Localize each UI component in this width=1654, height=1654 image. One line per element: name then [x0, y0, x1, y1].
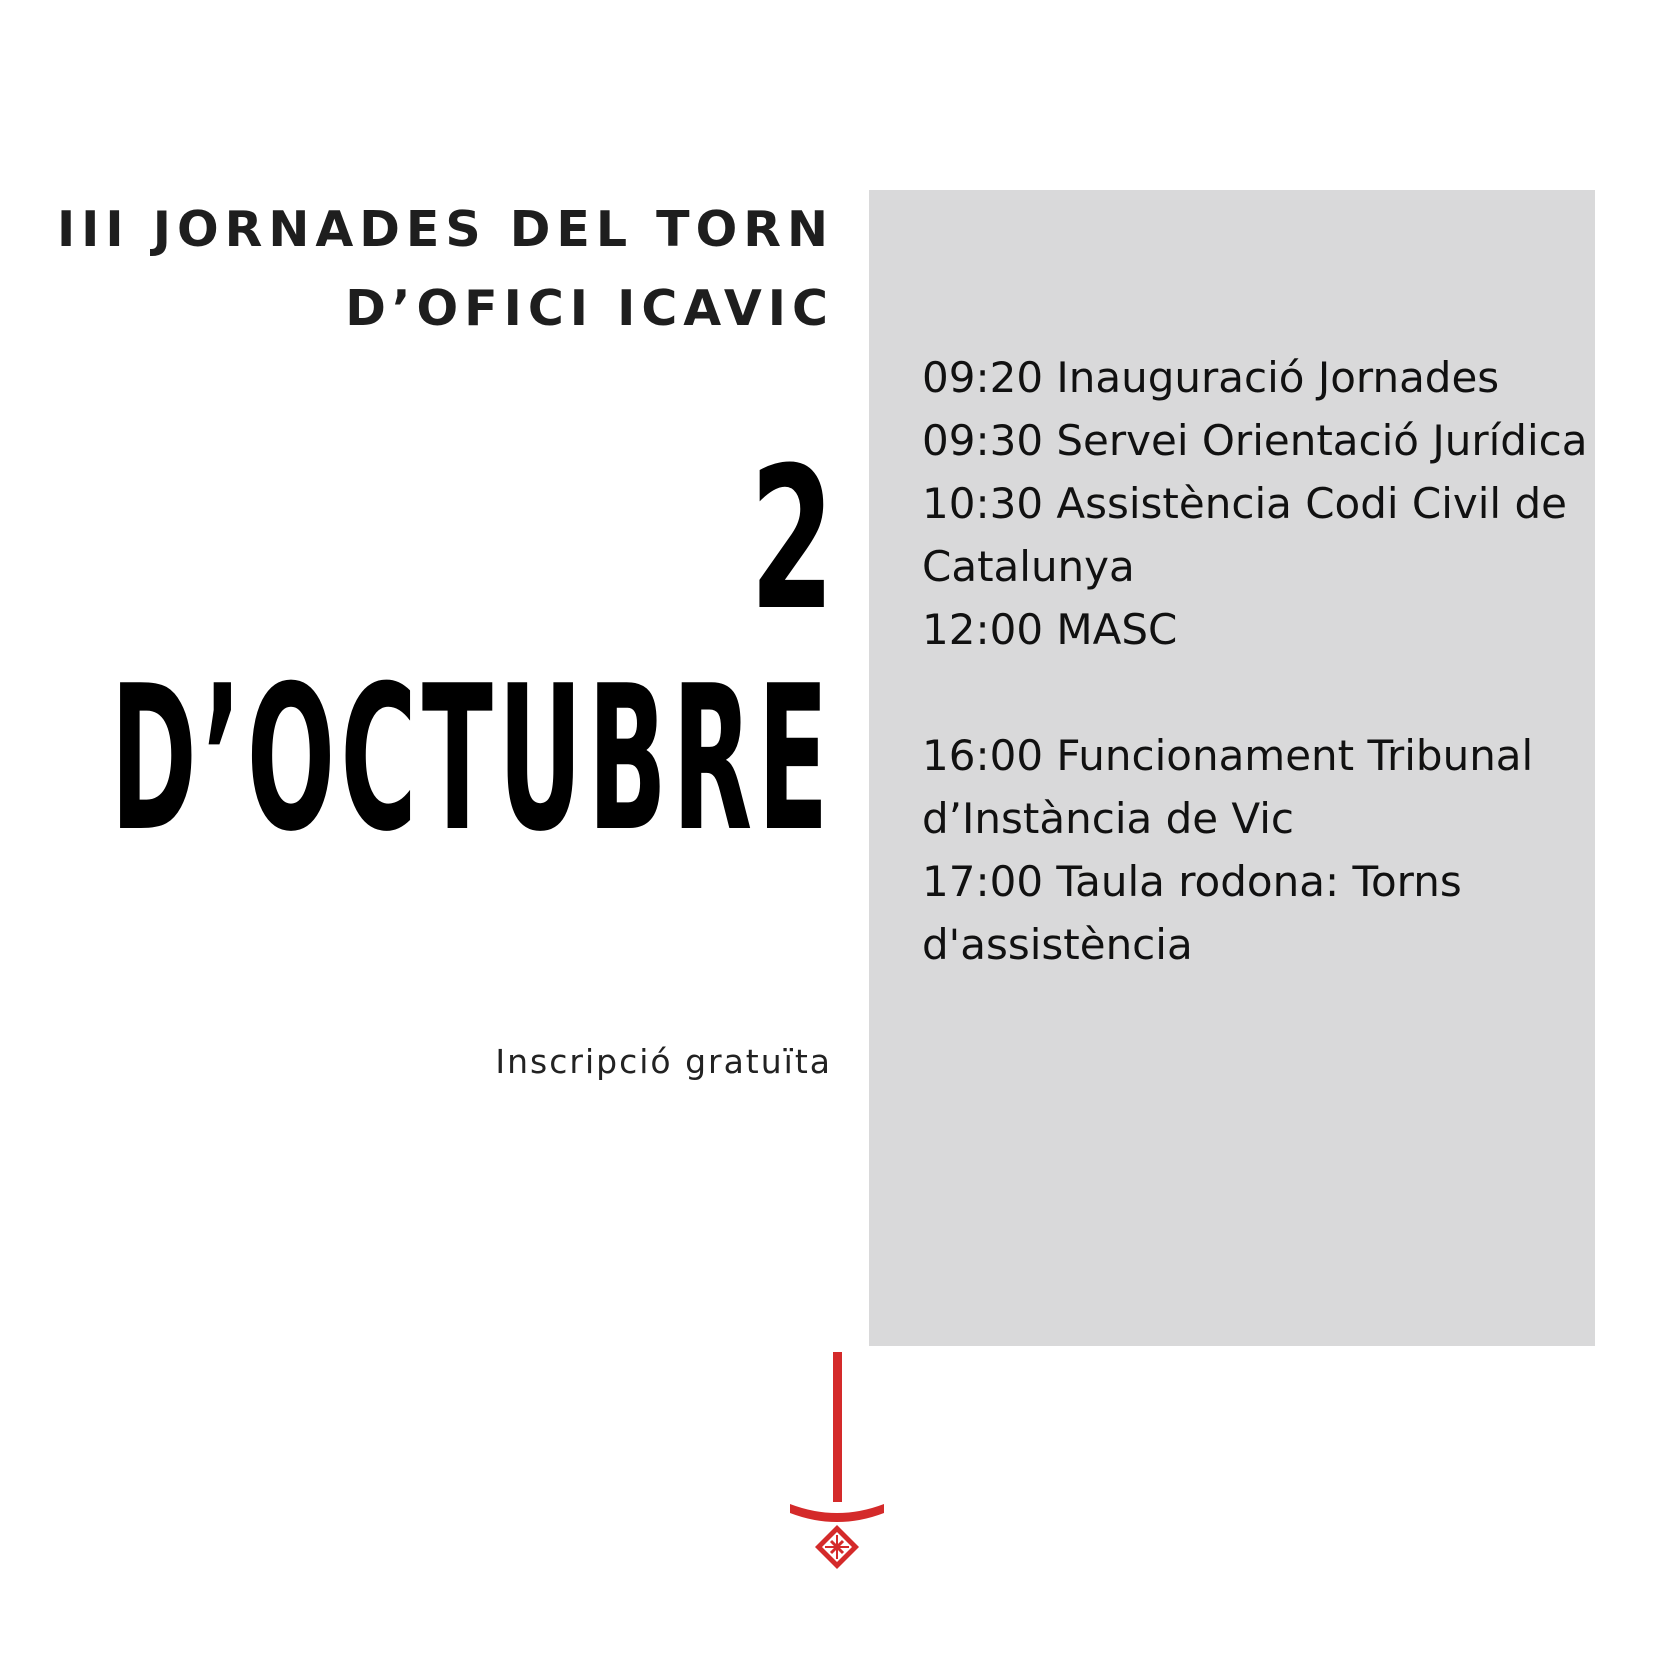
schedule-list — [922, 346, 1602, 976]
event-title-line-2: D’OFICI ICAVIC — [345, 280, 834, 337]
schedule-item: 09:20 Inauguració Jornades — [922, 353, 1500, 402]
schedule-item: 17:00 Taula rodona: Torns d'assistència — [922, 857, 1462, 969]
event-day: 2 — [749, 426, 834, 654]
event-title-line-1: III JORNADES DEL TORN — [56, 201, 834, 258]
schedule-item: 10:30 Assistència Codi Civil de Catalunya — [922, 479, 1567, 591]
registration-note: Inscripció gratuïta — [495, 1042, 832, 1081]
event-title — [34, 190, 834, 348]
schedule-item: 12:00 MASC — [922, 605, 1178, 654]
schedule-spacer — [922, 661, 1602, 724]
event-month: D’OCTUBRE — [110, 643, 834, 876]
schedule-item: 09:30 Servei Orientació Jurídica — [922, 416, 1588, 465]
schedule-item: 16:00 Funcionament Tribunal d’Instància de Vic — [922, 731, 1534, 843]
sword-shield-icon — [782, 1352, 892, 1576]
